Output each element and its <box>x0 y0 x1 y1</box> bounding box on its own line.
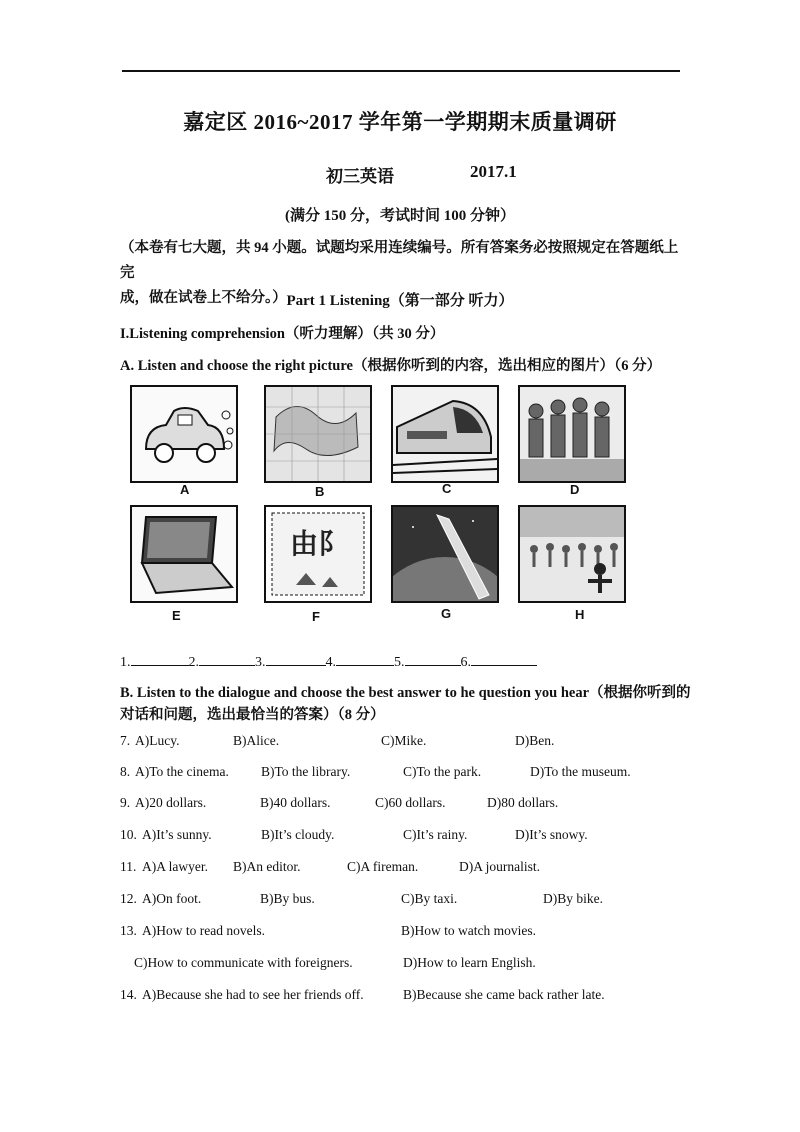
question-9-option-d: D)80 dollars. <box>487 795 559 810</box>
sectionA-heading: A. Listen and choose the right picture（根据你听到的内容，选出相应的图片）（6 分） <box>120 358 662 374</box>
blank-label-1: 1. <box>120 655 131 670</box>
question-8-number: 8. <box>120 764 131 779</box>
question-10-option-d: D)It’s snowy. <box>515 827 588 842</box>
picture-label-a: A <box>180 482 190 497</box>
exam-date: 2017.1 <box>470 162 517 181</box>
question-12-option-c: C)By taxi. <box>401 891 458 906</box>
question-8-option-b: B)To the library. <box>261 764 351 779</box>
question-9-option-b: B)40 dollars. <box>260 795 331 810</box>
car-icon <box>130 385 238 483</box>
blank-label-4: 4. <box>325 655 336 670</box>
stamp-icon <box>264 505 372 603</box>
question-8-option-a: A)To the cinema. <box>135 764 229 779</box>
question-7-option-a: A)Lucy. <box>135 733 180 748</box>
blank-label-2: 2. <box>188 655 199 670</box>
svg-text:由阝: 由阝 <box>289 527 347 560</box>
sectionB-heading-line-2: 对话和问题，选出最恰当的答案）（8 分） <box>120 707 385 723</box>
question-14-option-a: A)Because she had to see her friends off. <box>142 987 364 1002</box>
subject: 初三英语 <box>326 167 394 186</box>
section1-heading: I.Listening comprehension（听力理解）（共 30 分） <box>120 326 445 342</box>
question-9-option-c: C)60 dollars. <box>375 795 446 810</box>
question-9-option-a: A)20 dollars. <box>135 795 207 810</box>
question-8-option-d: D)To the museum. <box>530 764 631 779</box>
question-12-option-b: B)By bus. <box>260 891 315 906</box>
question-7-option-d: D)Ben. <box>515 733 555 748</box>
question-13-option-a: A)How to read novels. <box>142 923 265 938</box>
picture-label-b: B <box>315 484 325 499</box>
question-13-option-c: C)How to communicate with foreigners. <box>134 955 353 970</box>
blank-label-3: 3. <box>255 655 266 670</box>
question-12-number: 12. <box>120 891 137 906</box>
picture-label-f: F <box>312 609 320 624</box>
map-icon <box>264 385 372 483</box>
question-11-number: 11. <box>120 859 137 874</box>
question-13-option-d: D)How to learn English. <box>403 955 536 970</box>
people-icon <box>518 385 626 483</box>
question-12-option-d: D)By bike. <box>543 891 603 906</box>
score-info: (满分 150 分，考试时间 100 分钟） <box>285 208 515 224</box>
question-9-number: 9. <box>120 795 131 810</box>
question-10-option-b: B)It’s cloudy. <box>261 827 335 842</box>
instructions-line-1: （本卷有七大题，共 94 小题。试题均采用连续编号。所有答案务必按照规定在答题纸上完 <box>120 240 679 281</box>
sectionB-heading-line-1: B. Listen to the dialogue and choose the best answer to he question you hear（根据你听到的 <box>120 685 691 701</box>
picture-label-h: H <box>575 607 585 622</box>
question-7-number: 7. <box>120 733 131 748</box>
answer-blank-2[interactable] <box>199 651 255 666</box>
question-10-option-c: C)It’s rainy. <box>403 827 468 842</box>
picture-label-g: G <box>441 606 452 621</box>
answer-blank-3[interactable] <box>266 651 326 666</box>
question-13-number: 13. <box>120 923 137 938</box>
question-11-option-d: D)A journalist. <box>459 859 540 874</box>
part1-heading: Part 1 Listening（第一部分 听力） <box>286 293 514 309</box>
blank-label-5: 5. <box>394 655 405 670</box>
picture-label-d: D <box>570 482 580 497</box>
answer-blank-6[interactable] <box>471 651 537 666</box>
rocket-icon <box>391 505 499 603</box>
blank-label-6: 6. <box>460 655 471 670</box>
question-12-option-a: A)On foot. <box>142 891 202 906</box>
instructions-line-2: 成，做在试卷上不给分。） <box>120 290 287 306</box>
question-11-option-c: C)A fireman. <box>347 859 419 874</box>
question-14-option-b: B)Because she came back rather late. <box>403 987 605 1002</box>
question-13-option-b: B)How to watch movies. <box>401 923 536 938</box>
top-rule <box>122 70 680 72</box>
question-7-option-b: B)Alice. <box>233 733 280 748</box>
answer-blanks <box>120 651 537 671</box>
question-11-option-b: B)An editor. <box>233 859 301 874</box>
train-icon <box>391 385 499 483</box>
question-10-option-a: A)It’s sunny. <box>142 827 212 842</box>
answer-blank-1[interactable] <box>131 651 189 666</box>
question-14-number: 14. <box>120 987 137 1002</box>
laptop-icon <box>130 505 238 603</box>
answer-blank-4[interactable] <box>336 651 394 666</box>
question-8-option-c: C)To the park. <box>403 764 482 779</box>
exercise-icon <box>518 505 626 603</box>
answer-blank-5[interactable] <box>405 651 461 666</box>
picture-label-e: E <box>172 608 181 623</box>
question-11-option-a: A)A lawyer. <box>142 859 208 874</box>
question-7-option-c: C)Mike. <box>381 733 427 748</box>
exam-title: 嘉定区 2016~2017 学年第一学期期末质量调研 <box>183 110 617 134</box>
question-10-number: 10. <box>120 827 137 842</box>
picture-label-c: C <box>442 481 452 496</box>
